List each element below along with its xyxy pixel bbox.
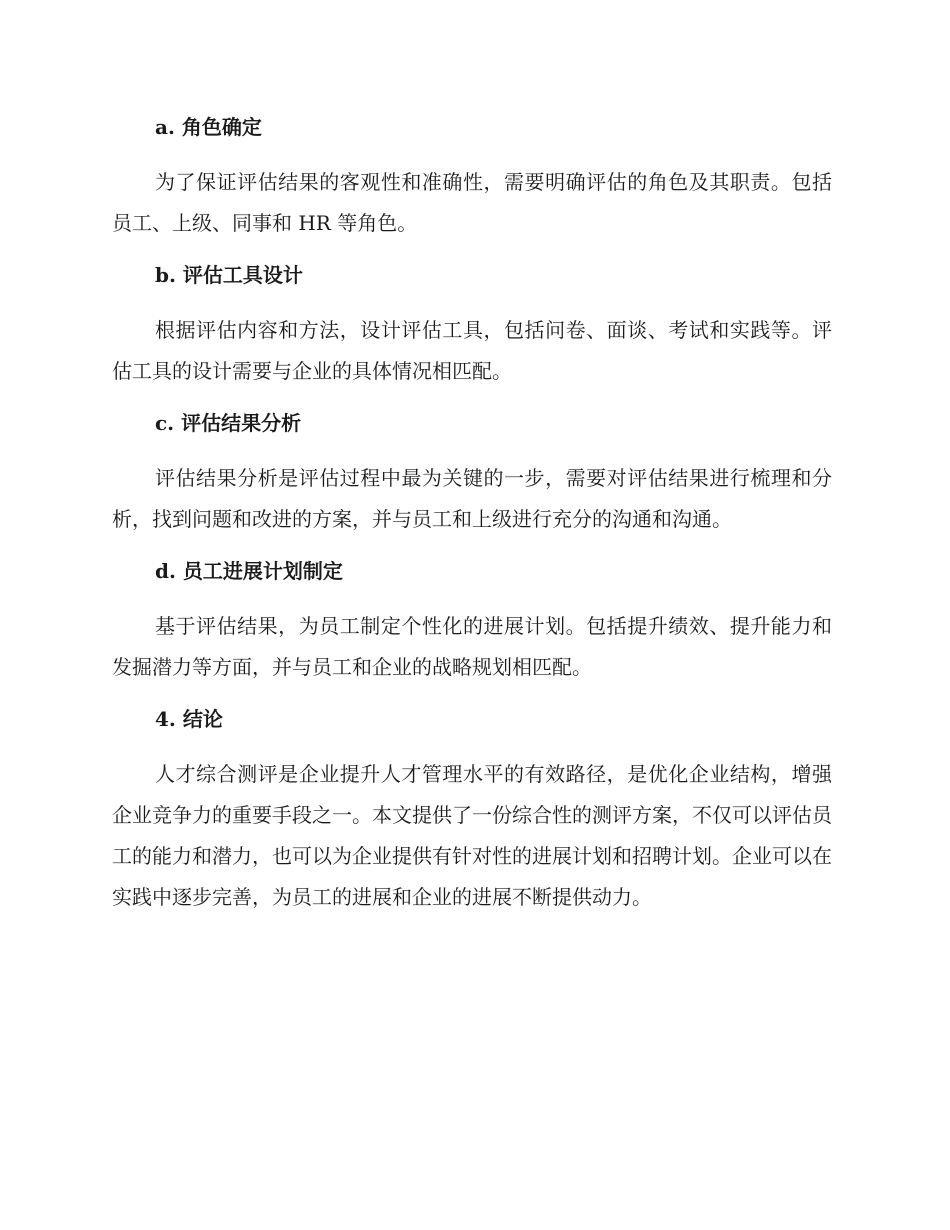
section-tool-design: [112, 258, 832, 406]
section-development-plan: [112, 554, 832, 702]
section-paragraph: 基于评估结果，为员工制定个性化的进展计划。包括提升绩效、提升能力和发掘潜力等方面，并与员工和企业的战略规划相匹配。: [112, 614, 832, 679]
section-paragraph: 根据评估内容和方法，设计评估工具，包括问卷、面谈、考试和实践等。评估工具的设计需要与企业的具体情况相匹配。: [112, 318, 832, 383]
section-conclusion: [112, 702, 832, 918]
section-paragraph: 为了保证评估结果的客观性和准确性，需要明确评估的角色及其职责。包括员工、上级、同事和 HR 等角色。: [112, 170, 832, 235]
section-heading: c. 评估结果分析: [155, 411, 302, 435]
section-heading: a. 角色确定: [155, 115, 262, 139]
section-heading: d. 员工进展计划制定: [155, 559, 343, 583]
section-result-analysis: [112, 406, 832, 554]
section-paragraph: 人才综合测评是企业提升人才管理水平的有效路径，是优化企业结构，增强企业竞争力的重要手段之一。本文提供了一份综合性的测评方案，不仅可以评估员工的能力和潜力，也可以为企业提供有针对性的进展计划和招聘计划。企业可以在实践中逐步完善，为员工的进展和企业的进展不断提供动力。: [112, 762, 832, 909]
section-paragraph: 评估结果分析是评估过程中最为关键的一步，需要对评估结果进行梳理和分析，找到问题和改进的方案，并与员工和上级进行充分的沟通和沟通。: [112, 466, 832, 531]
section-heading: 4. 结论: [155, 707, 223, 731]
section-heading: b. 评估工具设计: [155, 263, 303, 287]
document-page: [112, 110, 832, 918]
section-role-definition: [112, 110, 832, 258]
